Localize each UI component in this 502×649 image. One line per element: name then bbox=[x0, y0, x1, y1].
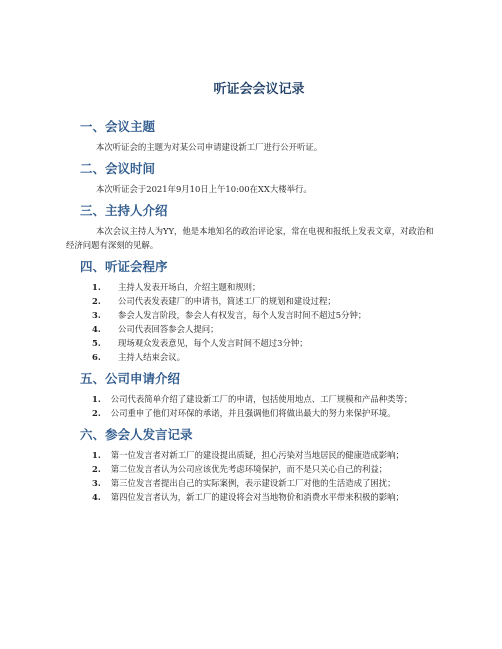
list-item bbox=[80, 476, 438, 490]
list-item-number: 5. bbox=[92, 338, 101, 348]
list-item-number: 1. bbox=[92, 282, 101, 292]
list-item bbox=[80, 462, 438, 476]
list-item bbox=[80, 294, 438, 308]
list-item-number: 4. bbox=[92, 324, 101, 334]
list-item bbox=[80, 322, 438, 336]
list-item-text: 公司代表回答参会人提问； bbox=[118, 324, 219, 334]
list-item bbox=[80, 308, 438, 322]
list-item-number: 2. bbox=[92, 408, 101, 418]
list-item-number: 2. bbox=[92, 464, 101, 474]
list-item-text: 公司重申了他们对环保的承诺，并且强调他们将做出最大的努力来保护环境。 bbox=[110, 408, 396, 418]
section-heading-topic: 一、会议主题 bbox=[80, 119, 156, 134]
procedure-list bbox=[80, 280, 438, 364]
list-item-number: 6. bbox=[92, 352, 101, 362]
list-item bbox=[80, 350, 438, 364]
list-item-number: 3. bbox=[92, 478, 101, 488]
list-item-number: 2. bbox=[92, 296, 101, 306]
list-item-text: 现场观众发表意见，每个人发言时间不超过3分钟； bbox=[118, 338, 308, 348]
list-item-text: 主持人结束会议。 bbox=[118, 352, 185, 362]
list-item bbox=[80, 392, 438, 406]
speeches-list bbox=[80, 448, 438, 504]
list-item bbox=[80, 280, 438, 294]
list-item bbox=[80, 406, 438, 420]
document-title: 听证会会议记录 bbox=[213, 82, 305, 97]
list-item-text: 公司代表简单介绍了建设新工厂的申请，包括使用地点、工厂规模和产品种类等； bbox=[110, 394, 413, 404]
list-item-number: 3. bbox=[92, 310, 101, 320]
list-item-text: 第一位发言者对新工厂的建设提出质疑，担心污染对当地居民的健康造成影响； bbox=[110, 450, 404, 460]
list-item bbox=[80, 448, 438, 462]
section-heading-time: 二、会议时间 bbox=[80, 161, 156, 176]
list-item-text: 主持人发表开场白，介绍主题和规则； bbox=[118, 282, 261, 292]
application-list bbox=[80, 392, 438, 420]
section-heading-host: 三、主持人介绍 bbox=[80, 203, 168, 218]
section-text-host: 本次会议主持人为YY，他是本地知名的政治评论家，常在电视和报纸上发表文章，对政治和经济问题有深刻的见解。 bbox=[66, 226, 434, 250]
list-item-text: 第三位发言者提出自己的实际案例，表示建设新工厂对他的生活造成了困扰； bbox=[110, 478, 396, 488]
list-item-text: 第二位发言者认为公司应该优先考虑环境保护，而不是只关心自己的利益； bbox=[110, 464, 388, 474]
section-text-topic: 本次听证会的主题为对某公司申请建设新工厂进行公开听证。 bbox=[96, 142, 323, 152]
list-item-number: 1. bbox=[92, 394, 101, 404]
section-heading-speeches: 六、参会人发言记录 bbox=[80, 427, 193, 442]
list-item-text: 参会人发言阶段，参会人有权发言，每个人发言时间不超过5分钟； bbox=[118, 310, 367, 320]
section-heading-procedure: 四、听证会程序 bbox=[80, 259, 168, 274]
list-item bbox=[80, 490, 438, 504]
list-item-number: 4. bbox=[92, 492, 101, 502]
section-text-time: 本次听证会于2021年9月10日上午10:00在XX大楼举行。 bbox=[96, 184, 312, 194]
list-item-text: 第四位发言者认为，新工厂的建设将会对当地物价和消费水平带来积极的影响； bbox=[110, 492, 404, 502]
list-item-text: 公司代表发表建厂的申请书，简述工厂的规划和建设过程； bbox=[118, 296, 336, 306]
section-heading-application: 五、公司申请介绍 bbox=[80, 371, 181, 386]
list-item bbox=[80, 336, 438, 350]
list-item-number: 1. bbox=[92, 450, 101, 460]
